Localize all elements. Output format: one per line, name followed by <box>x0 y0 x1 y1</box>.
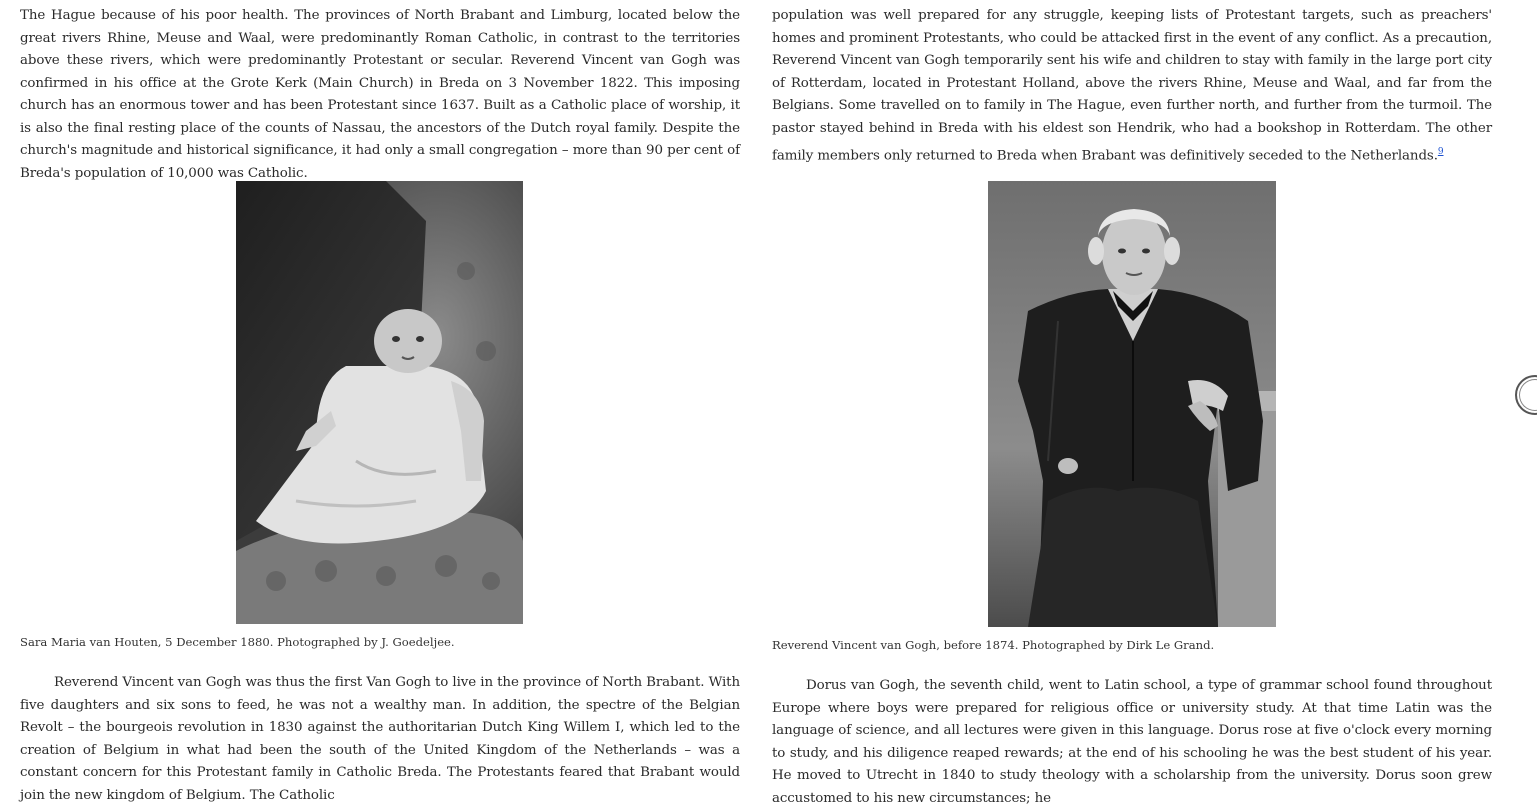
right-figure-caption: Reverend Vincent van Gogh, before 1874. Photographed by Dirk Le Grand. <box>772 638 1215 652</box>
left-figure-caption: Sara Maria van Houten, 5 December 1880. Photographed by J. Goedeljee. <box>20 635 455 649</box>
reverend-photograph <box>988 181 1276 627</box>
right-top-paragraph-text: population was well prepared for any struggle, keeping lists of Protestant targets, such as preachers' homes and prominent Protestants, who could be attacked first in the event of any conflict. As a precaution, Reverend Vincent van Gogh temporarily sent his wife and children to stay with family in the large port city of Rotterdam, located in Protestant Holland, above the rivers Rhine, Meuse and Waal, and far from the Belgians. Some travelled on to family in The Hague, even further north, and further from the turmoil. The pastor stayed behind in Breda with his eldest son Hendrik, who had a bookshop in Rotterdam. The other family members only returned to Breda when Brabant was definitively seceded to the Netherlands. <box>772 8 1492 164</box>
baby-photograph <box>236 181 523 624</box>
right-bottom-paragraph: Dorus van Gogh, the seventh child, went to Latin school, a type of grammar school found throughout Europe where boys were prepared for religious office or university study. At that time Latin was the language of science, and all lectures were given in this language. Dorus rose at five o'clock every morning to study, and his diligence reaped rewards; at the end of his schooling he was the best student of his year. He moved to Utrecht in 1840 to study theology with a scholarship from the university. Dorus soon grew accustomed to his new circumstances; he <box>772 678 1492 806</box>
left-top-paragraph: The Hague because of his poor health. The provinces of North Brabant and Limburg, located below the great rivers Rhine, Meuse and Waal, were predominantly Roman Catholic, in contrast to the territories above these rivers, which were predominantly Protestant or secular. Reverend Vincent van Gogh was confirmed in his office at the Grote Kerk (Main Church) in Breda on 3 November 1822. This imposing church has an enormous tower and has been Protestant since 1637. Built as a Catholic place of worship, it is also the final resting place of the counts of Nassau, the ancestors of the Dutch royal family. Despite the church's magnitude and historical significance, it had only a small congregation – more than 90 per cent of Breda's population of 10,000 was Catholic. <box>20 8 740 181</box>
left-bottom-paragraph: Reverend Vincent van Gogh was thus the first Van Gogh to live in the province of North Brabant. With five daughters and six sons to feed, he was not a wealthy man. In addition, the spectre of the Belgian Revolt – the bourgeois revolution in 1830 against the authoritarian Dutch King Willem I, which led to the creation of Belgium in what had been the south of the United Kingdom of the Netherlands – was a constant concern for this Protestant family in Catholic Breda. The Protestants feared that Brabant would join the new kingdom of Belgium. The Catholic <box>20 675 740 803</box>
footnote-link[interactable]: 9 <box>1437 147 1444 157</box>
page-turn-handle[interactable] <box>1515 375 1537 415</box>
right-top-paragraph <box>772 5 1492 168</box>
